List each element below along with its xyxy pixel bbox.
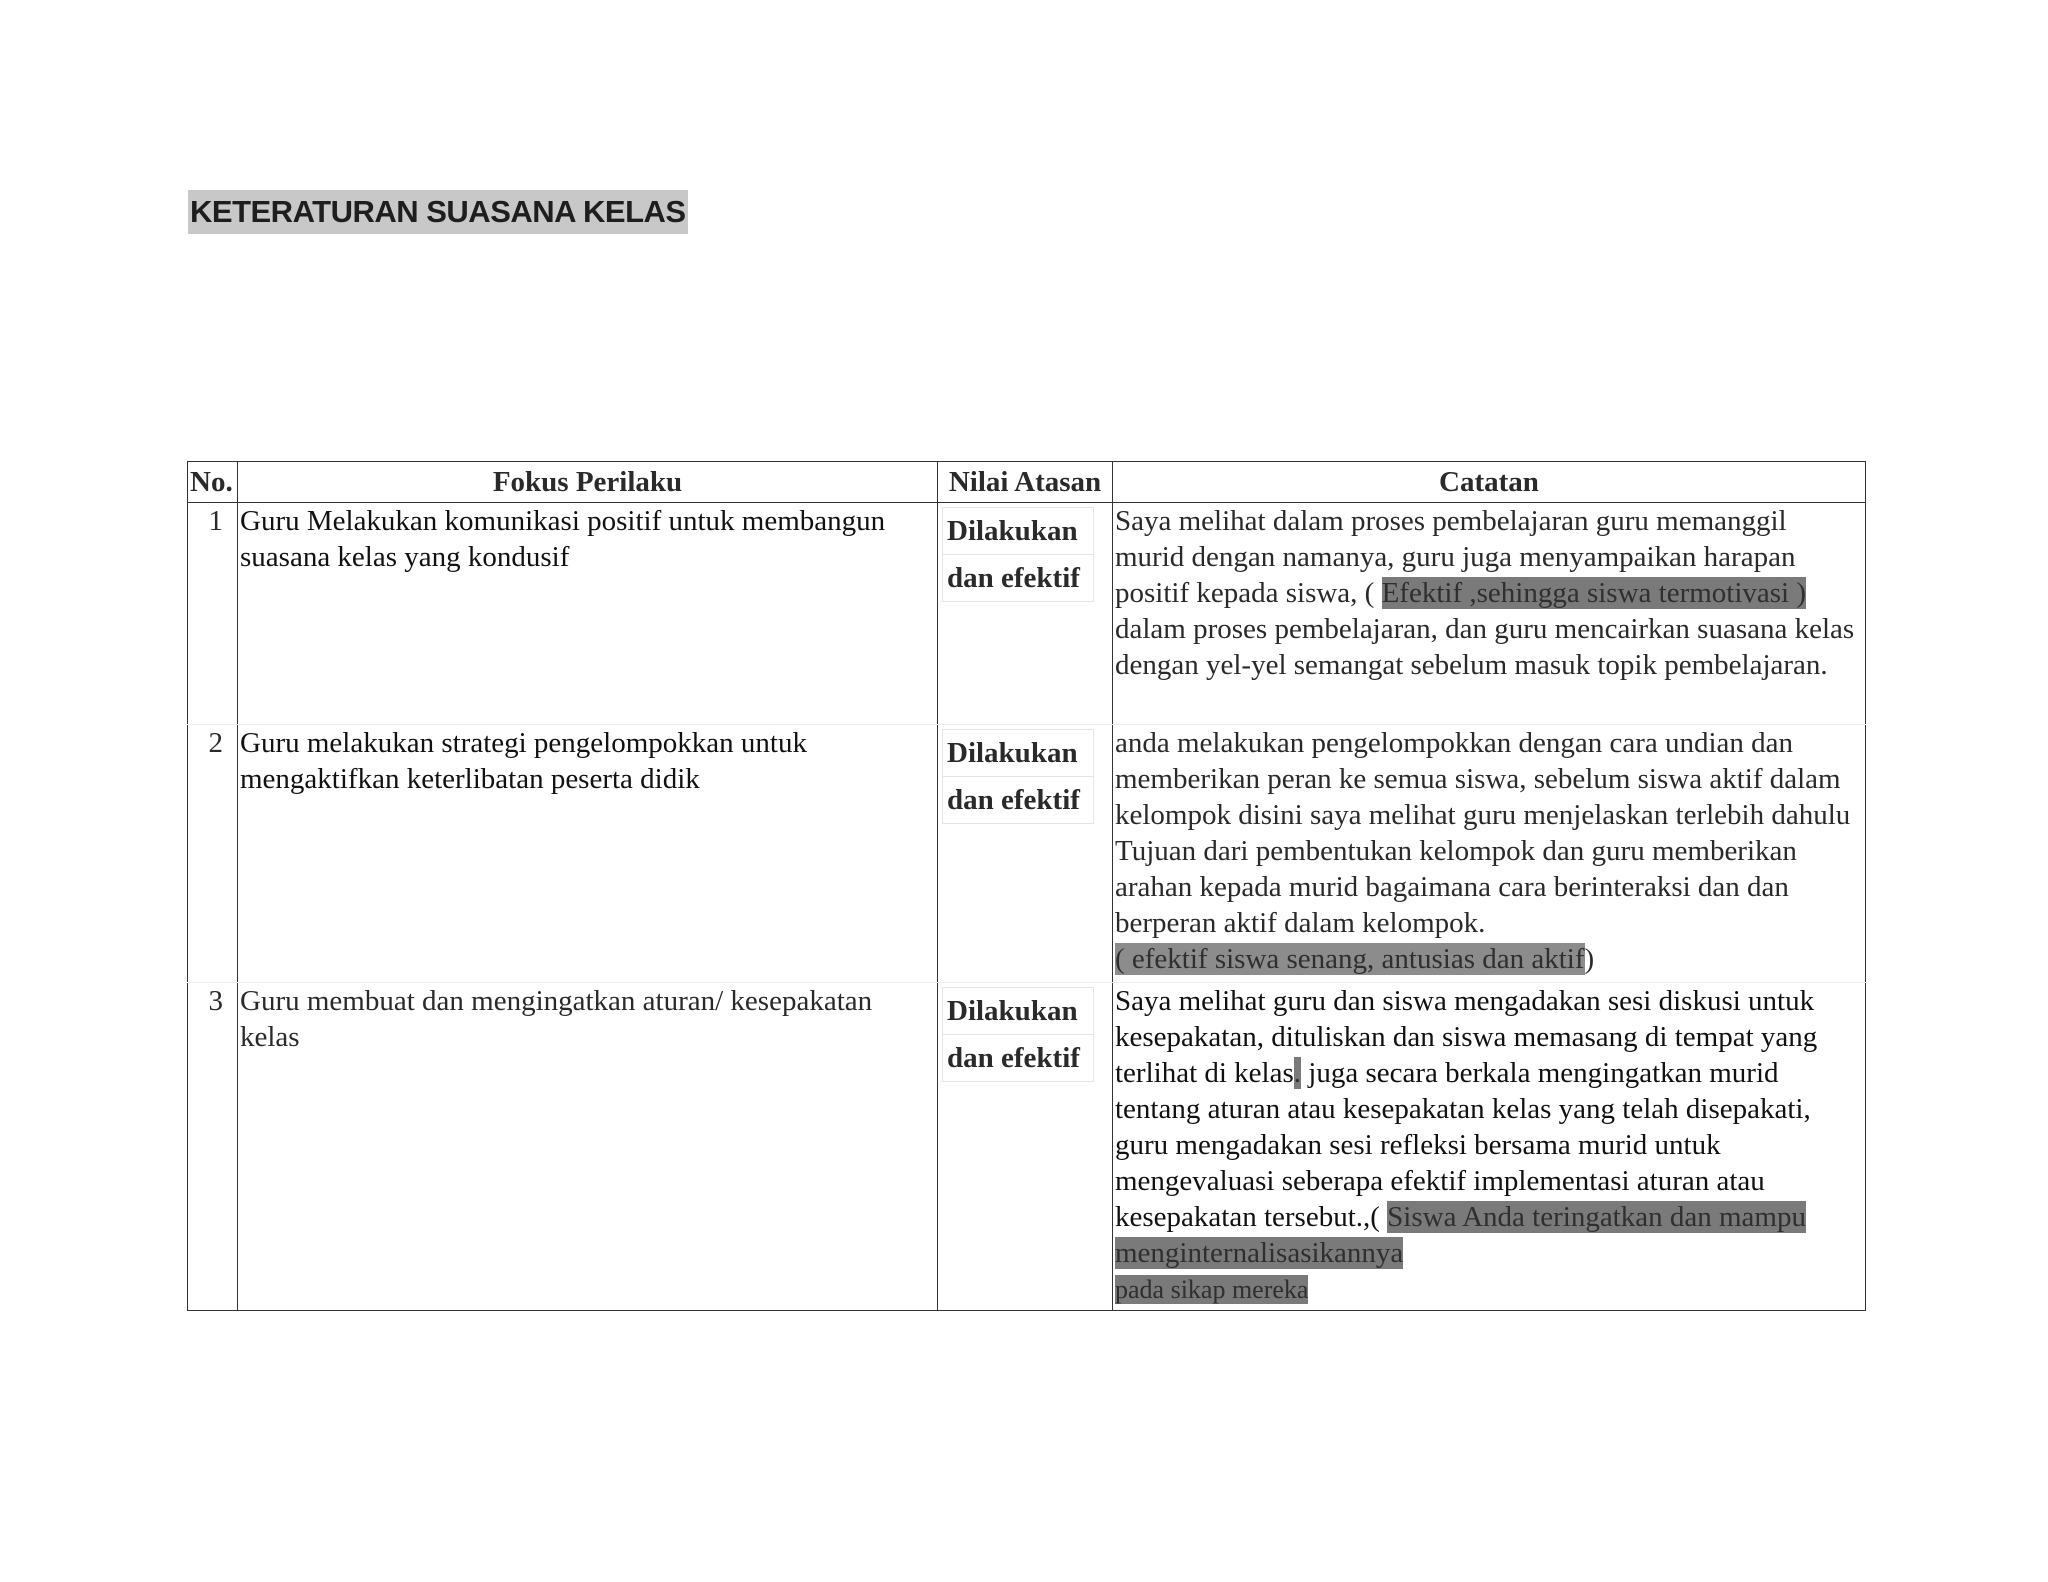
notes-cell: [1113, 503, 1866, 725]
rating-cell: [938, 983, 1113, 1311]
note-highlight: ( efektif siswa senang, antusias dan aktif: [1115, 943, 1585, 975]
rating-line: Dilakukan: [942, 729, 1094, 777]
header-focus: Fokus Perilaku: [238, 462, 938, 503]
note-text: juga secara berkala mengingatkan murid tentang aturan atau kesepakatan kelas yang telah disepakati, guru mengadakan sesi refleksi bersama murid untuk mengevaluasi seberapa efektif implementasi aturan atau kesepakatan tersebut.,(: [1115, 1057, 1811, 1233]
table-row: [188, 503, 1866, 725]
rating-line: dan efektif: [942, 1035, 1094, 1082]
rating-cell: [938, 725, 1113, 983]
table-header-row: [188, 462, 1866, 503]
rating-box: [942, 507, 1094, 602]
note-text: dalam proses pembelajaran, dan guru mencairkan suasana kelas dengan yel-yel semangat sebelum masuk topik pembelajaran.: [1115, 613, 1855, 681]
notes-cell: [1113, 725, 1866, 983]
header-notes: Catatan: [1113, 462, 1866, 503]
row-number: 1: [188, 503, 238, 725]
page-title: KETERATURAN SUASANA KELAS: [188, 190, 688, 234]
table-row: [188, 983, 1866, 1311]
focus-cell: Guru melakukan strategi pengelompokkan untuk mengaktifkan keterlibatan peserta didik: [238, 725, 938, 983]
rating-line: dan efektif: [942, 777, 1094, 824]
rating-line: Dilakukan: [942, 987, 1094, 1035]
note-text: Saya melihat dalam proses pembelajaran guru memanggil murid dengan namanya, guru juga menyampaikan harapan positif kepada siswa, (: [1115, 505, 1796, 609]
rating-box: [942, 729, 1094, 824]
row-number: 2: [188, 725, 238, 983]
observation-table: [187, 461, 1866, 1311]
rating-line: dan efektif: [942, 555, 1094, 602]
header-rating: Nilai Atasan: [938, 462, 1113, 503]
header-no: No.: [188, 462, 238, 503]
note-text: ): [1584, 943, 1595, 975]
rating-line: Dilakukan: [942, 507, 1094, 555]
note-highlight: Efektif ,sehingga siswa termotivasi ): [1381, 577, 1807, 609]
row-number: 3: [188, 983, 238, 1311]
note-highlight-small: pada sikap mereka: [1115, 1275, 1309, 1304]
focus-cell: Guru membuat dan mengingatkan aturan/ kesepakatan kelas: [238, 983, 938, 1311]
note-text: Saya melihat guru dan siswa mengadakan sesi diskusi untuk kesepakatan, dituliskan dan siswa memasang di tempat yang terlihat di kelas: [1115, 985, 1818, 1089]
table-row: [188, 725, 1866, 983]
notes-cell: [1113, 983, 1866, 1311]
note-text: anda melakukan pengelompokkan dengan cara undian dan memberikan peran ke semua siswa, sebelum siswa aktif dalam kelompok disini saya melihat guru menjelaskan terlebih dahulu Tujuan dari pembentukan kelompok dan guru memberikan arahan kepada murid bagaimana cara berinteraksi dan dan berperan aktif dalam kelompok.: [1115, 727, 1851, 939]
note-highlight: Siswa Anda teringatkan dan mampu menginternalisasikannya: [1115, 1201, 1806, 1269]
note-highlight-dot: .: [1293, 1057, 1302, 1089]
focus-cell: Guru Melakukan komunikasi positif untuk membangun suasana kelas yang kondusif: [238, 503, 938, 725]
rating-box: [942, 987, 1094, 1082]
rating-cell: [938, 503, 1113, 725]
